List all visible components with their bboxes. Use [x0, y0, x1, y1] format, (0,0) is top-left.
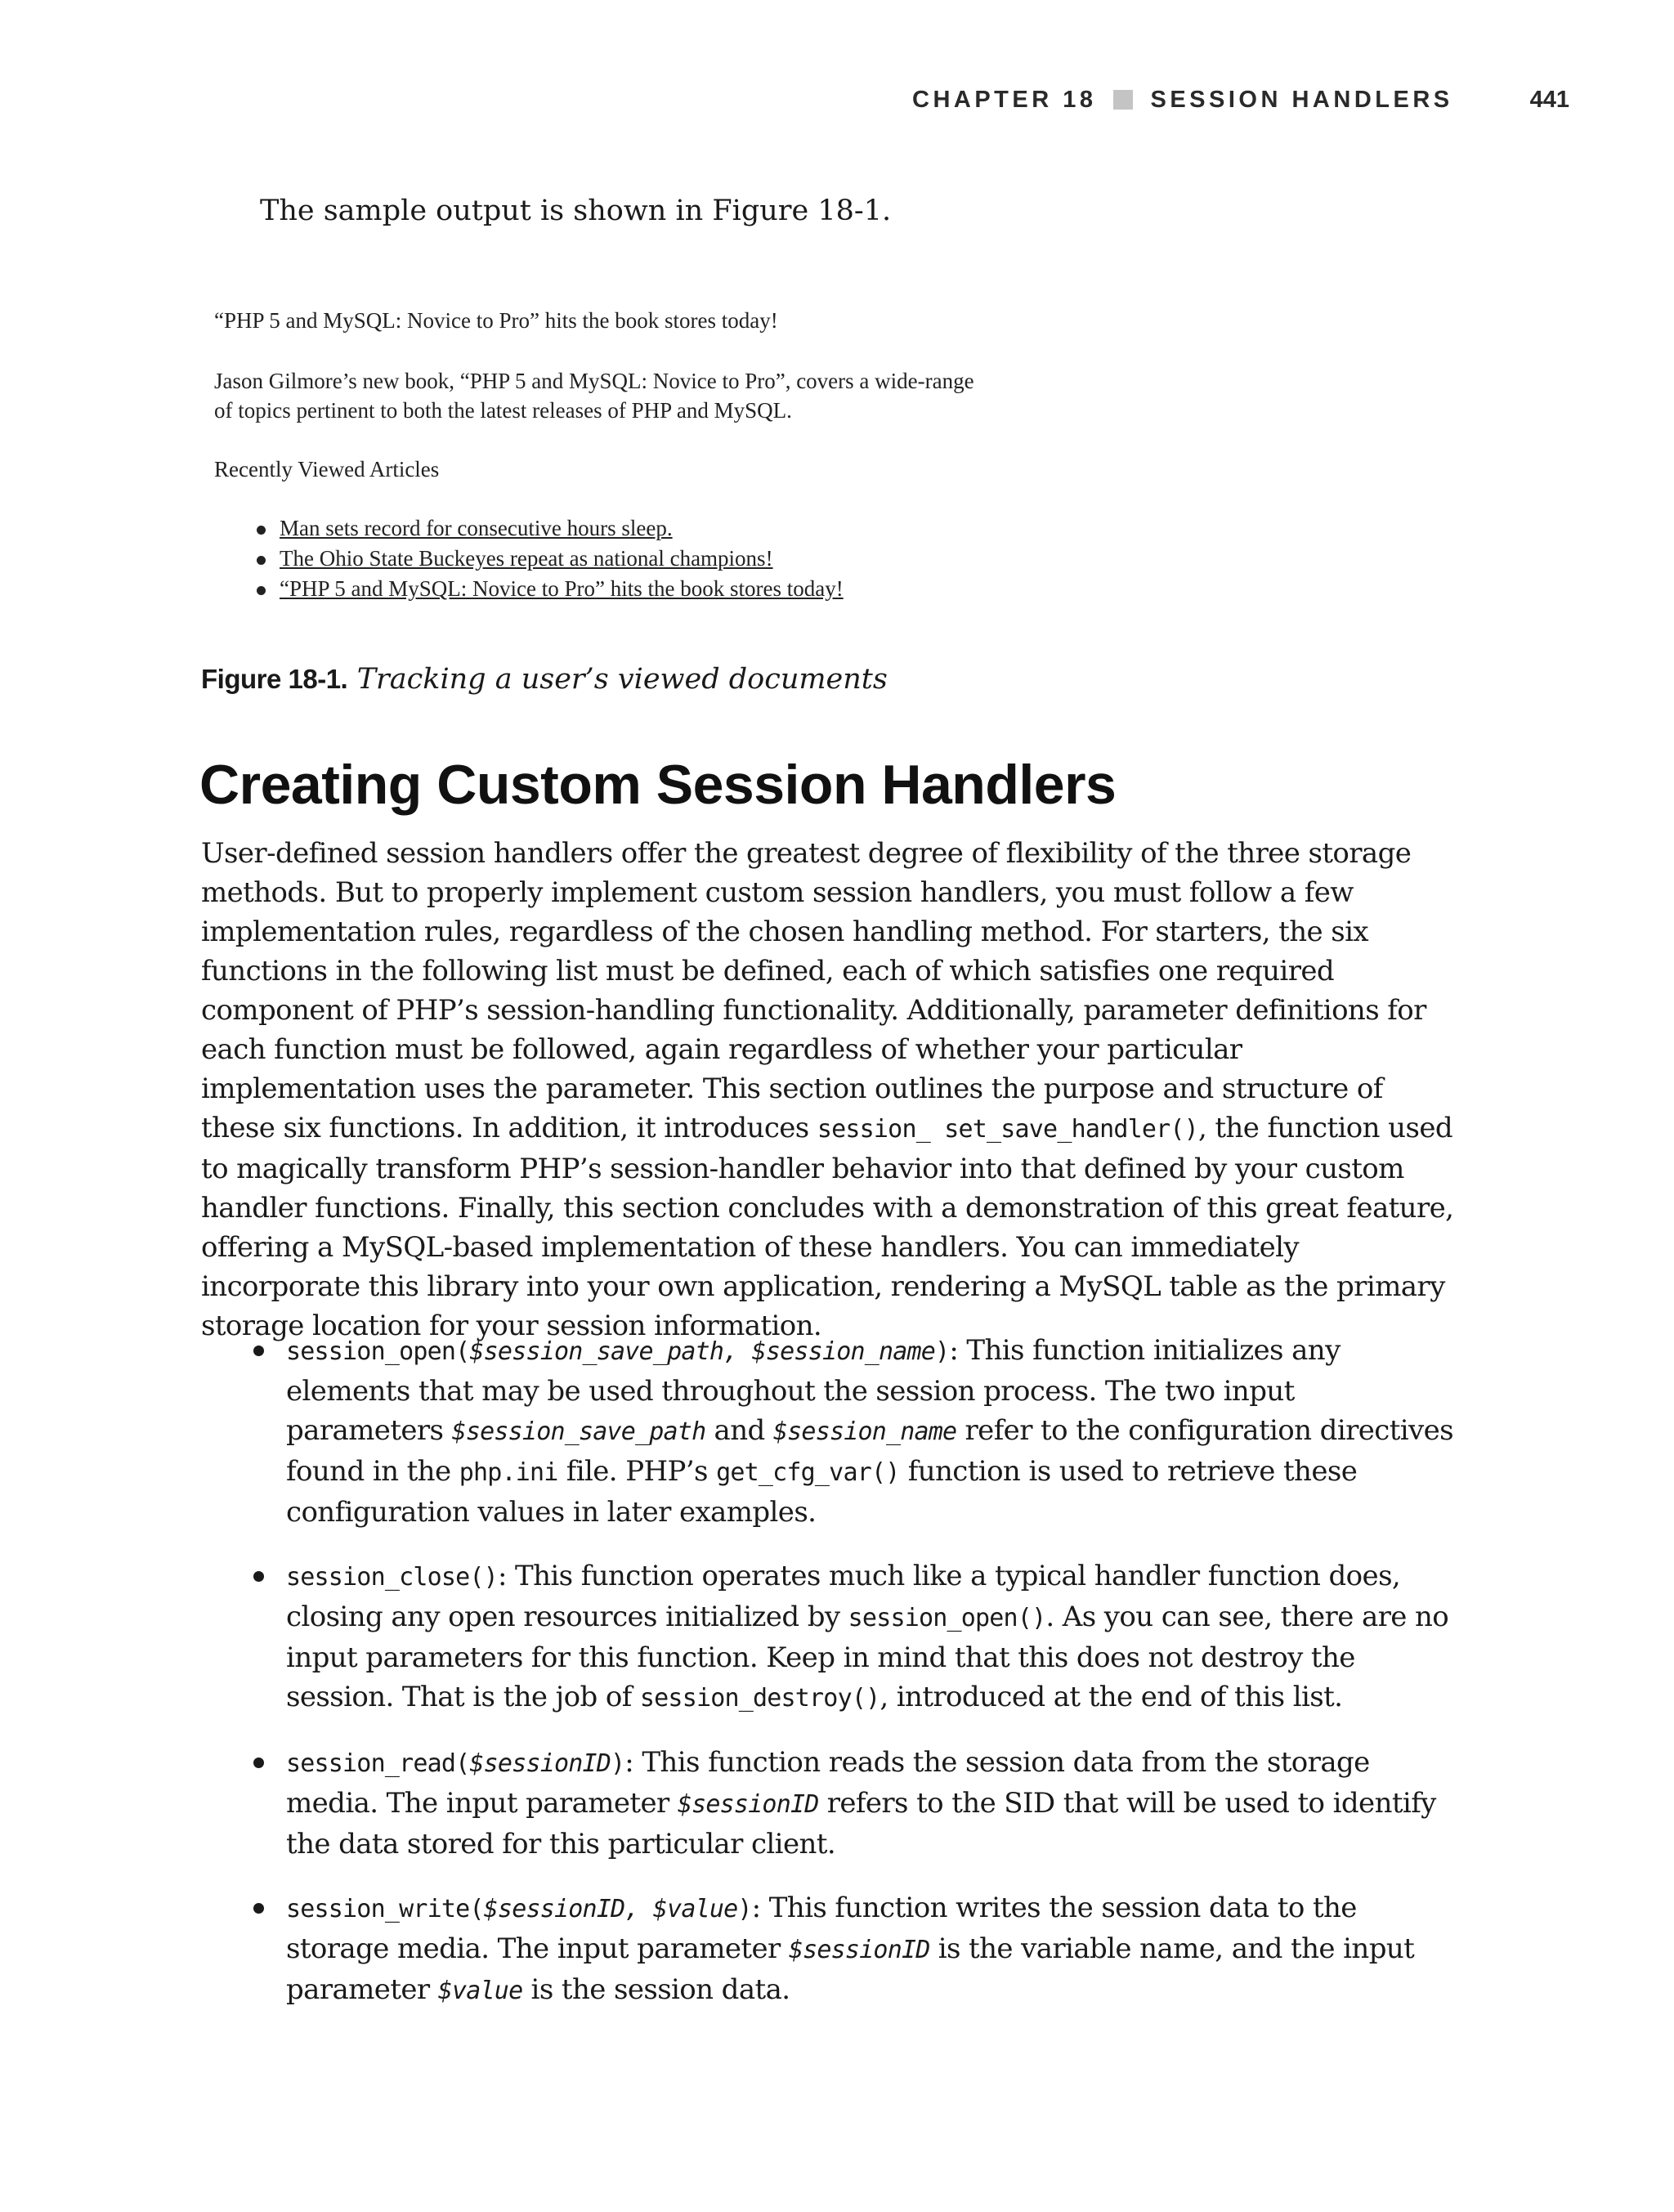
figure-article-body: Jason Gilmore’s new book, “PHP 5 and MySQL: Novice to Pro”, covers a wide-range of topics pertinent to both the latest releases of PHP and MySQL.: [214, 369, 974, 423]
function-args: $sessionID: [469, 1749, 611, 1778]
inline-code: php.ini: [459, 1458, 558, 1487]
list-item: [253, 574, 1097, 604]
function-args: $session_save_path, $session_name: [469, 1337, 936, 1366]
caption-label: Figure 18-1.: [201, 664, 348, 694]
inline-code: session_ set_save_handler(): [817, 1115, 1198, 1144]
function-signature: session_open(: [286, 1337, 470, 1366]
function-signature-close: ): [611, 1749, 625, 1778]
bullet-icon: [253, 1571, 264, 1582]
function-args: $sessionID, $value: [483, 1895, 738, 1923]
inline-code: get_cfg_var(): [716, 1458, 900, 1487]
figure-recent-heading: Recently Viewed Articles: [214, 457, 440, 481]
running-header: [899, 82, 1569, 118]
param-name: $value: [437, 1977, 523, 2005]
function-signature-close: ): [935, 1337, 950, 1366]
item-text: : This function reads the session data from the storage media. The input parameter: [286, 1746, 1370, 1820]
inline-code: session_open(): [848, 1604, 1046, 1632]
page-number: 441: [1529, 86, 1569, 113]
intro-text: The sample output is shown in Figure 18-1.: [260, 195, 892, 227]
item-text: refers to the SID that will be used to identify the data stored for this particular client.: [286, 1787, 1436, 1860]
list-item-session-read: [201, 1743, 1460, 1864]
section-label: SESSION HANDLERS: [1150, 86, 1453, 113]
item-text: : This function operates much like a typical handler function does, closing any open resources initialized by: [286, 1560, 1401, 1633]
param-name: $session_name: [772, 1417, 957, 1446]
inline-code: session_destroy(): [639, 1684, 880, 1713]
list-item: [253, 544, 1097, 574]
bullet-icon: [253, 1758, 264, 1768]
function-signature: session_write(: [286, 1895, 484, 1923]
function-signature: session_read(: [286, 1749, 470, 1778]
param-name: $sessionID: [788, 1936, 930, 1964]
list-item-session-open: [201, 1331, 1460, 1532]
item-text: . As you can see, there are no input parameters for this function. Keep in mind that this does not destroy the session. That is the job of: [286, 1601, 1449, 1713]
list-item-session-write: [201, 1888, 1460, 2011]
bullet-icon: [253, 1346, 264, 1356]
figure-caption: [201, 662, 888, 696]
item-text: is the session data.: [522, 1973, 790, 2006]
item-text: and: [705, 1414, 773, 1447]
item-text: is the variable name, and the input parameter: [286, 1932, 1415, 2006]
param-name: $sessionID: [677, 1790, 819, 1819]
item-text: , introduced at the end of this list.: [880, 1681, 1343, 1713]
paragraph-text: , the function used to magically transform PHP’s session-handler behavior into that defined by your custom handler functions. Finally, this section concludes with a demonstration of this great feature, offering a MySQL-based implementation of these handlers. You can immediately incorporate this library into your own application, rendering a MySQL table as the primary storage location for your session information.: [201, 1112, 1454, 1342]
bullet-icon: [253, 1903, 264, 1914]
caption-text: Tracking a user’s viewed documents: [356, 663, 888, 696]
figure-article-headline: “PHP 5 and MySQL: Novice to Pro” hits the book stores today!: [214, 308, 778, 333]
list-item-session-close: [201, 1556, 1460, 1718]
function-signature-close: ): [737, 1895, 752, 1923]
article-link[interactable]: “PHP 5 and MySQL: Novice to Pro” hits the book stores today!: [280, 576, 844, 601]
item-text: refer to the configuration directives found in the: [286, 1414, 1454, 1488]
article-link[interactable]: Man sets record for consecutive hours sleep.: [280, 516, 673, 540]
param-name: $session_save_path: [451, 1417, 706, 1446]
recent-articles-list: [214, 513, 1097, 604]
figure-screenshot: [214, 306, 1097, 604]
section-heading: Creating Custom Session Handlers: [199, 754, 1117, 816]
function-list: [201, 1331, 1460, 2035]
paragraph-text: User-defined session handlers offer the greatest degree of flexibility of the three storage methods. But to properly implement custom session handlers, you must follow a few implementation rules, regardless of the chosen handling method. For starters, the six functions in the following list must be defined, each of which satisfies one required component of PHP’s session-handling functionality. Additionally, parameter definitions for each function must be followed, again regardless of whether your particular implementation uses the parameter. This section outlines the purpose and structure of these six functions. In addition, it introduces: [201, 837, 1426, 1144]
chapter-label: CHAPTER 18: [912, 86, 1097, 113]
article-link[interactable]: The Ohio State Buckeyes repeat as national champions!: [280, 546, 773, 571]
item-text: function is used to retrieve these configuration values in later examples.: [286, 1455, 1358, 1529]
separator-square-icon: [1113, 90, 1133, 110]
list-item: [253, 513, 1097, 544]
body-paragraph: [201, 834, 1460, 1346]
item-text: : This function initializes any elements that may be used throughout the session process. The two input parameters: [286, 1334, 1341, 1447]
item-text: : This function writes the session data to the storage media. The input parameter: [286, 1892, 1357, 1965]
function-signature: session_close(): [286, 1563, 498, 1592]
item-text: file. PHP’s: [557, 1455, 717, 1488]
